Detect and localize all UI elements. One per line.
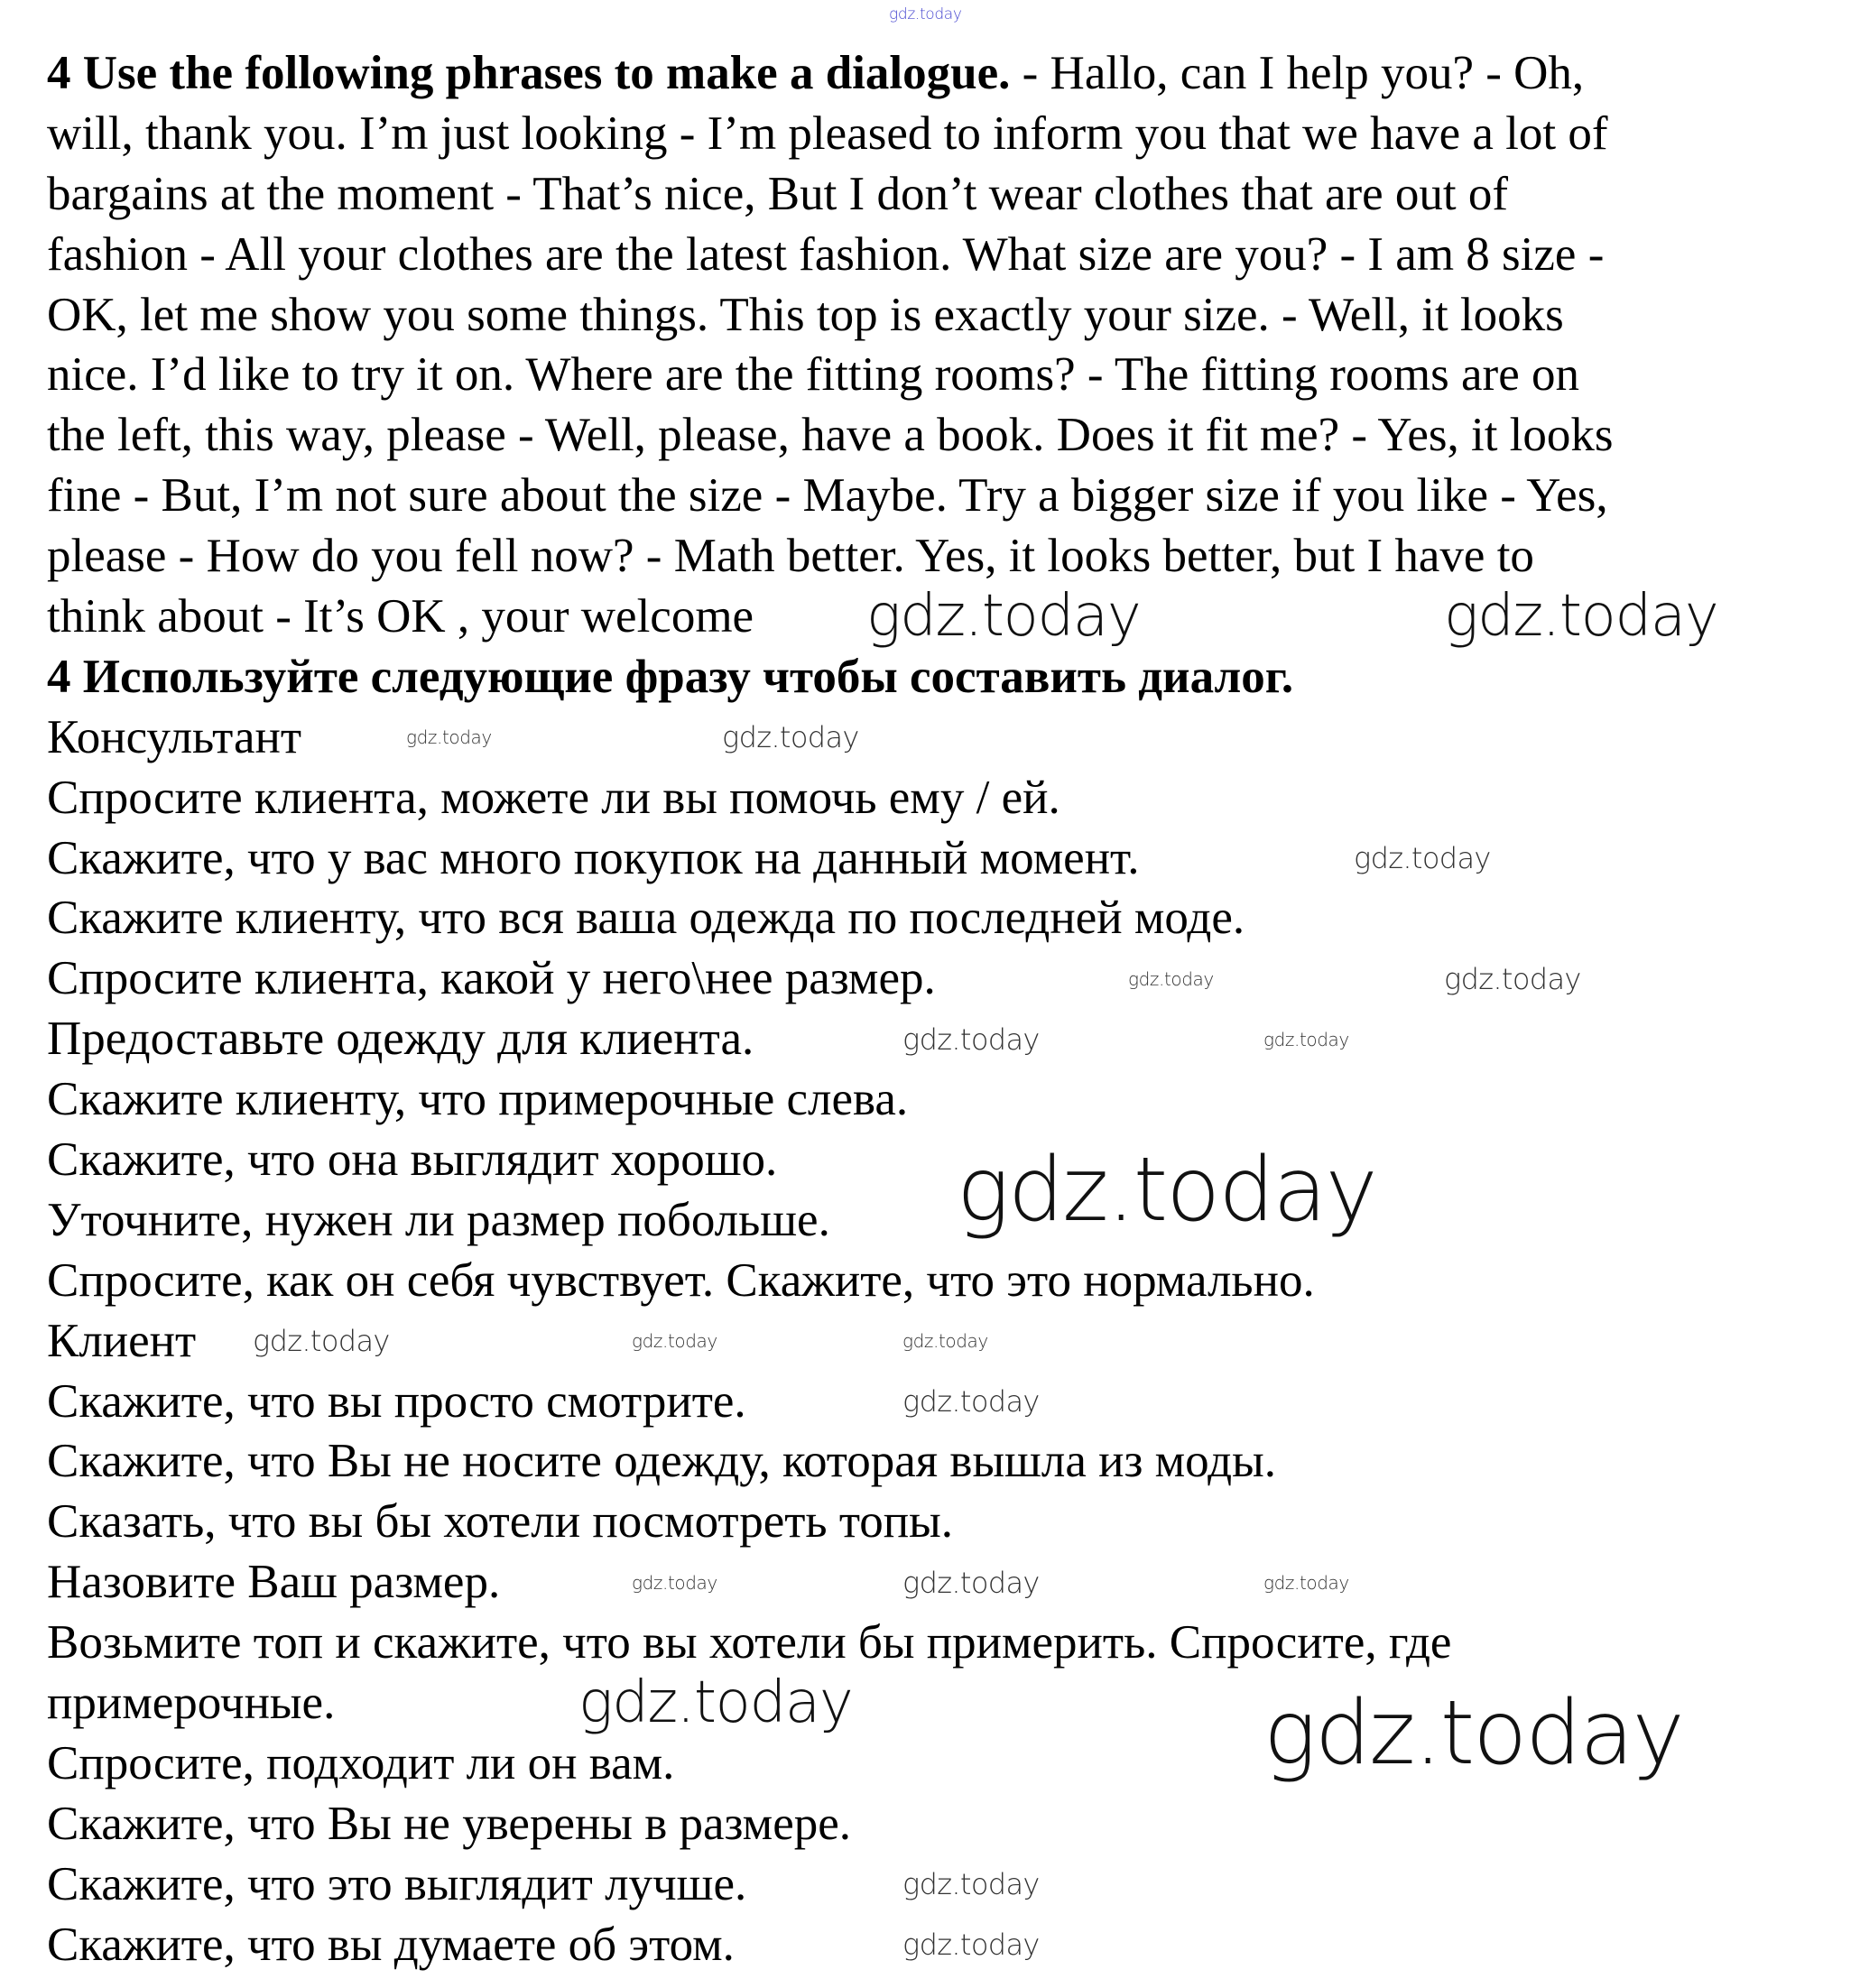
watermark: gdz.today bbox=[902, 1867, 1040, 1902]
watermark: gdz.today bbox=[632, 1330, 717, 1353]
english-line: nice. I’d like to try it on. Where are the fitting rooms? - The fitting rooms are on bbox=[47, 348, 1579, 402]
russian-line: Консультант bbox=[47, 710, 302, 763]
watermark: gdz.today bbox=[406, 726, 492, 749]
english-line: the left, this way, please - Well, please, have a book. Does it fit me? - Yes, it looks bbox=[47, 409, 1614, 462]
watermark: gdz.today bbox=[1128, 967, 1214, 990]
header-watermark: gdz.today bbox=[889, 5, 962, 23]
russian-line: примерочные. bbox=[47, 1677, 336, 1730]
english-line: bargains at the moment - That’s nice, But I don’t wear clothes that are out of bbox=[47, 167, 1509, 220]
watermark: gdz.today bbox=[253, 1324, 390, 1359]
russian-line: Спросите клиента, какой у него\нее размер. bbox=[47, 952, 936, 1005]
watermark: gdz.today bbox=[902, 1022, 1040, 1057]
watermark: gdz.today bbox=[1444, 583, 1718, 651]
russian-line: Скажите, что она выглядит хорошо. bbox=[47, 1133, 778, 1187]
watermark: gdz.today bbox=[1444, 961, 1581, 996]
russian-line: Спросите, как он себя чувствует. Скажите, что это нормально. bbox=[47, 1253, 1315, 1307]
watermark: gdz.today bbox=[1263, 1681, 1683, 1785]
english-line: please - How do you fell now? - Math better. Yes, it looks better, but I have to bbox=[47, 530, 1534, 583]
russian-line: Скажите, что Вы не носите одежду, которая вышла из моды. bbox=[47, 1435, 1276, 1488]
english-title: 4 Use the following phrases to make a dialogue. bbox=[47, 47, 1011, 99]
watermark: gdz.today bbox=[957, 1138, 1376, 1242]
watermark: gdz.today bbox=[902, 1565, 1040, 1600]
watermark: gdz.today bbox=[1263, 1028, 1349, 1050]
russian-line: Сказать, что вы бы хотели посмотреть топы. bbox=[47, 1495, 953, 1549]
english-line: fine - But, I’m not sure about the size - Maybe. Try a bigger size if you like - Yes, bbox=[47, 469, 1608, 522]
russian-line: Предоставьте одежду для клиента. bbox=[47, 1012, 754, 1066]
russian-line: Уточните, нужен ли размер побольше. bbox=[47, 1193, 830, 1246]
russian-line: Клиент bbox=[47, 1314, 197, 1367]
english-line: think about - It’s OK , your welcome bbox=[47, 590, 754, 643]
russian-line: Возьмите топ и скажите, что вы хотели бы примерить. Спросите, где bbox=[47, 1616, 1452, 1669]
english-line: OK, let me show you some things. This top is exactly your size. - Well, it looks bbox=[47, 288, 1564, 341]
russian-line: Скажите, что Вы не уверены в размере. bbox=[47, 1797, 852, 1850]
russian-line: Скажите клиенту, что вся ваша одежда по последней моде. bbox=[47, 892, 1245, 945]
russian-line: Скажите, что вы думаете об этом. bbox=[47, 1918, 735, 1971]
watermark: gdz.today bbox=[632, 1571, 717, 1594]
english-text: - Hallo, can I help you? - Oh, bbox=[1010, 47, 1585, 99]
russian-line: Назовите Ваш размер. bbox=[47, 1556, 501, 1609]
watermark: gdz.today bbox=[902, 1384, 1040, 1419]
english-line-0 bbox=[47, 43, 1584, 104]
watermark: gdz.today bbox=[1263, 1571, 1349, 1594]
russian-line: Спросите клиента, можете ли вы помочь ему / ей. bbox=[47, 771, 1060, 824]
watermark: gdz.today bbox=[902, 1330, 988, 1353]
russian-line: Спросите, подходит ли он вам. bbox=[47, 1736, 675, 1789]
russian-line: Скажите, что у вас много покупок на данный момент. bbox=[47, 831, 1140, 884]
russian-line: Скажите, что вы просто смотрите. bbox=[47, 1374, 746, 1428]
russian-line: Скажите, что это выглядит лучше. bbox=[47, 1857, 747, 1910]
watermark: gdz.today bbox=[866, 583, 1141, 651]
english-line: fashion - All your clothes are the latest fashion. What size are you? - I am 8 size - bbox=[47, 227, 1605, 281]
russian-line: Скажите клиенту, что примерочные слева. bbox=[47, 1073, 909, 1126]
watermark: gdz.today bbox=[1354, 841, 1491, 876]
watermark: gdz.today bbox=[578, 1669, 853, 1737]
english-line: will, thank you. I’m just looking - I’m pleased to inform you that we have a lot of bbox=[47, 106, 1608, 160]
watermark: gdz.today bbox=[902, 1928, 1040, 1963]
watermark: gdz.today bbox=[722, 720, 859, 755]
russian-title: 4 Используйте следующие фразу чтобы составить диалог. bbox=[47, 650, 1294, 703]
